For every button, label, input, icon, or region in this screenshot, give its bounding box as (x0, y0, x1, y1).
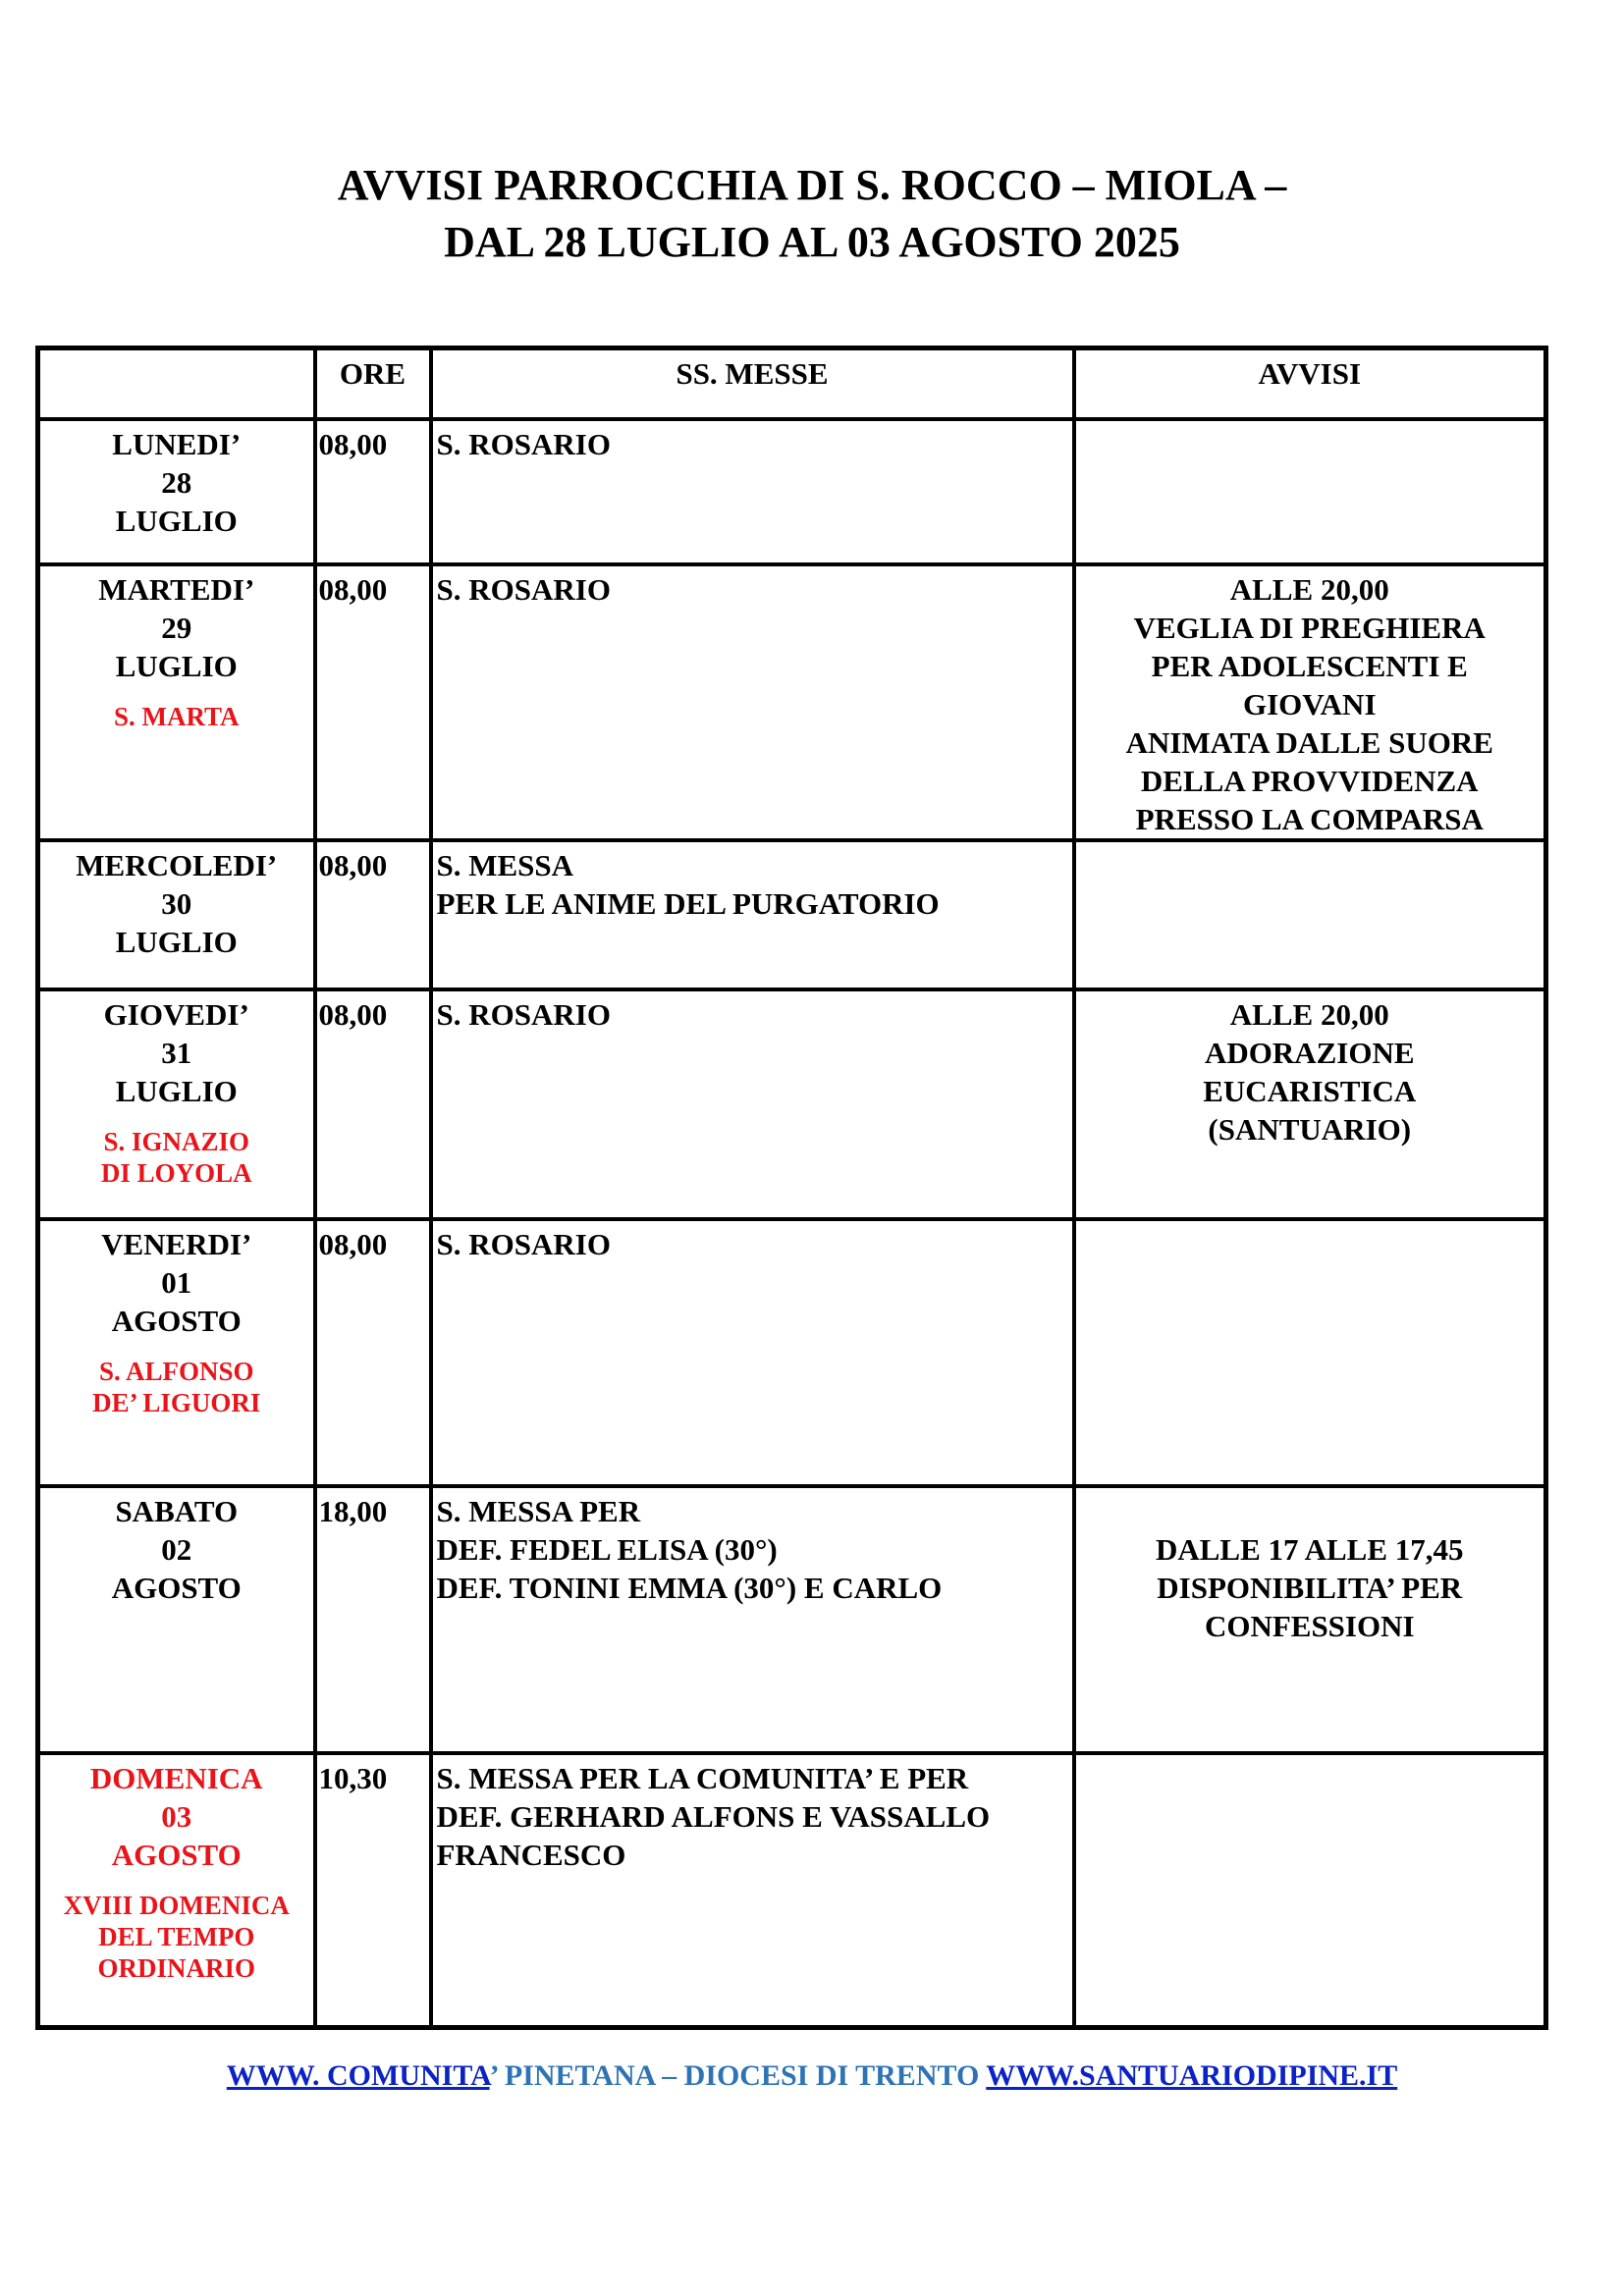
table-row (38, 564, 1546, 840)
mass-line: FRANCESCO (436, 1837, 626, 1872)
footer-link-comunita[interactable]: WWW. COMUNITA (226, 2059, 490, 2092)
footer (0, 2059, 1624, 2093)
mass-line: S. MESSA (436, 847, 574, 882)
notice-line: PRESSO LA COMPARSA (1135, 801, 1484, 836)
notice-line: (SANTUARIO) (1208, 1111, 1412, 1147)
notice-line: EUCARISTICA (1203, 1073, 1417, 1108)
day-label: 01 (161, 1264, 192, 1300)
table-row (38, 1486, 1546, 1753)
mass-cell (431, 564, 1074, 840)
header-avvisi: AVVISI (1074, 348, 1546, 419)
table-row (38, 1753, 1546, 2028)
saint-line: DE’ LIGUORI (92, 1387, 261, 1417)
mass-line: S. MESSA PER LA COMUNITA’ E PER (436, 1760, 969, 1795)
mass-line: DEF. FEDEL ELISA (30°) (436, 1531, 778, 1567)
mass-cell (431, 1219, 1074, 1486)
day-label: 03 (161, 1798, 192, 1834)
notice-cell (1074, 840, 1546, 989)
saint-line: ORDINARIO (97, 1952, 255, 1983)
day-label: AGOSTO (111, 1303, 242, 1338)
notice-line (1076, 1492, 1544, 1530)
header-messe: SS. MESSE (431, 348, 1074, 419)
header-day (38, 348, 315, 419)
day-label: VENERDI’ (101, 1226, 252, 1261)
notice-cell (1074, 1486, 1546, 1753)
notice-cell (1074, 419, 1546, 564)
mass-line: S. ROSARIO (436, 571, 611, 607)
saint-line: S. IGNAZIO (103, 1126, 250, 1156)
time-cell: 08,00 (315, 419, 431, 564)
saint-line: XVIII DOMENICA (63, 1890, 290, 1920)
day-cell (38, 1219, 315, 1486)
mass-line: S. ROSARIO (436, 996, 611, 1032)
saint-of-day (40, 701, 313, 732)
time-cell: 08,00 (315, 1219, 431, 1486)
page-title (0, 157, 1624, 271)
table-row (38, 1219, 1546, 1486)
notice-line: ANIMATA DALLE SUORE (1125, 724, 1493, 760)
saint-line: S. ALFONSO (98, 1356, 254, 1386)
header-row (38, 348, 1546, 419)
header-ore: ORE (315, 348, 431, 419)
saint-of-day (40, 1126, 313, 1189)
schedule-table (35, 346, 1548, 2030)
day-label: LUNEDI’ (112, 426, 242, 461)
time-cell: 08,00 (315, 564, 431, 840)
mass-line: DEF. TONINI EMMA (30°) E CARLO (436, 1570, 943, 1605)
saint-of-day (40, 1356, 313, 1418)
notice-line: DALLE 17 ALLE 17,45 (1155, 1531, 1464, 1567)
day-label: LUGLIO (115, 648, 238, 683)
mass-cell (431, 1753, 1074, 2028)
day-cell (38, 564, 315, 840)
mass-line: S. MESSA PER (436, 1493, 641, 1528)
notice-line: PER ADOLESCENTI E (1151, 648, 1468, 683)
time-cell: 08,00 (315, 840, 431, 989)
notice-line: VEGLIA DI PREGHIERA (1133, 610, 1486, 645)
day-label: AGOSTO (111, 1570, 242, 1605)
mass-line: S. ROSARIO (436, 1226, 611, 1261)
day-label: LUGLIO (115, 503, 238, 538)
table-row (38, 989, 1546, 1219)
time-cell: 18,00 (315, 1486, 431, 1753)
title-line-1: AVVISI PARROCCHIA DI S. ROCCO – MIOLA – (337, 161, 1287, 209)
day-label: 31 (161, 1035, 192, 1070)
mass-cell (431, 1486, 1074, 1753)
footer-text: ’ PINETANA – DIOCESI DI TRENTO (489, 2059, 987, 2092)
day-cell (38, 419, 315, 564)
day-label: LUGLIO (115, 924, 238, 959)
mass-cell (431, 840, 1074, 989)
saint-line: DI LOYOLA (100, 1157, 252, 1188)
mass-line: S. ROSARIO (436, 426, 611, 461)
time-cell: 10,30 (315, 1753, 431, 2028)
table-row (38, 840, 1546, 989)
notice-line: DELLA PROVVIDENZA (1140, 763, 1479, 798)
day-label: 29 (161, 610, 192, 645)
footer-link-santuario[interactable]: WWW.SANTUARIODIPINE.IT (986, 2059, 1398, 2092)
day-cell (38, 840, 315, 989)
notice-cell (1074, 989, 1546, 1219)
day-label: AGOSTO (111, 1837, 242, 1872)
notice-line: DISPONIBILITA’ PER (1157, 1570, 1463, 1605)
mass-line: DEF. GERHARD ALFONS E VASSALLO (436, 1798, 991, 1834)
notice-cell (1074, 1219, 1546, 1486)
notice-line: GIOVANI (1242, 686, 1377, 721)
day-label: 02 (161, 1531, 192, 1567)
day-label: GIOVEDI’ (103, 996, 249, 1032)
notice-line: ALLE 20,00 (1229, 996, 1389, 1032)
day-cell (38, 989, 315, 1219)
schedule-body (38, 419, 1546, 2028)
notice-line: ADORAZIONE (1204, 1035, 1415, 1070)
mass-cell (431, 989, 1074, 1219)
saint-line: DEL TEMPO (98, 1921, 255, 1951)
day-label: SABATO (115, 1493, 239, 1528)
notice-cell (1074, 1753, 1546, 2028)
saint-of-day (40, 1890, 313, 1984)
day-label: MERCOLEDI’ (76, 847, 278, 882)
day-label: 28 (161, 464, 192, 500)
notice-line: ALLE 20,00 (1229, 571, 1389, 607)
day-label: 30 (161, 885, 192, 921)
day-cell (38, 1486, 315, 1753)
mass-line: PER LE ANIME DEL PURGATORIO (436, 885, 940, 921)
time-cell: 08,00 (315, 989, 431, 1219)
day-label: DOMENICA (89, 1760, 263, 1795)
day-cell (38, 1753, 315, 2028)
table-row (38, 419, 1546, 564)
title-line-2: DAL 28 LUGLIO AL 03 AGOSTO 2025 (444, 218, 1180, 266)
day-label: LUGLIO (115, 1073, 238, 1108)
notice-cell (1074, 564, 1546, 840)
notice-line: CONFESSIONI (1204, 1608, 1415, 1643)
saint-line: S. MARTA (113, 701, 240, 731)
mass-cell (431, 419, 1074, 564)
day-label: MARTEDI’ (98, 571, 255, 607)
